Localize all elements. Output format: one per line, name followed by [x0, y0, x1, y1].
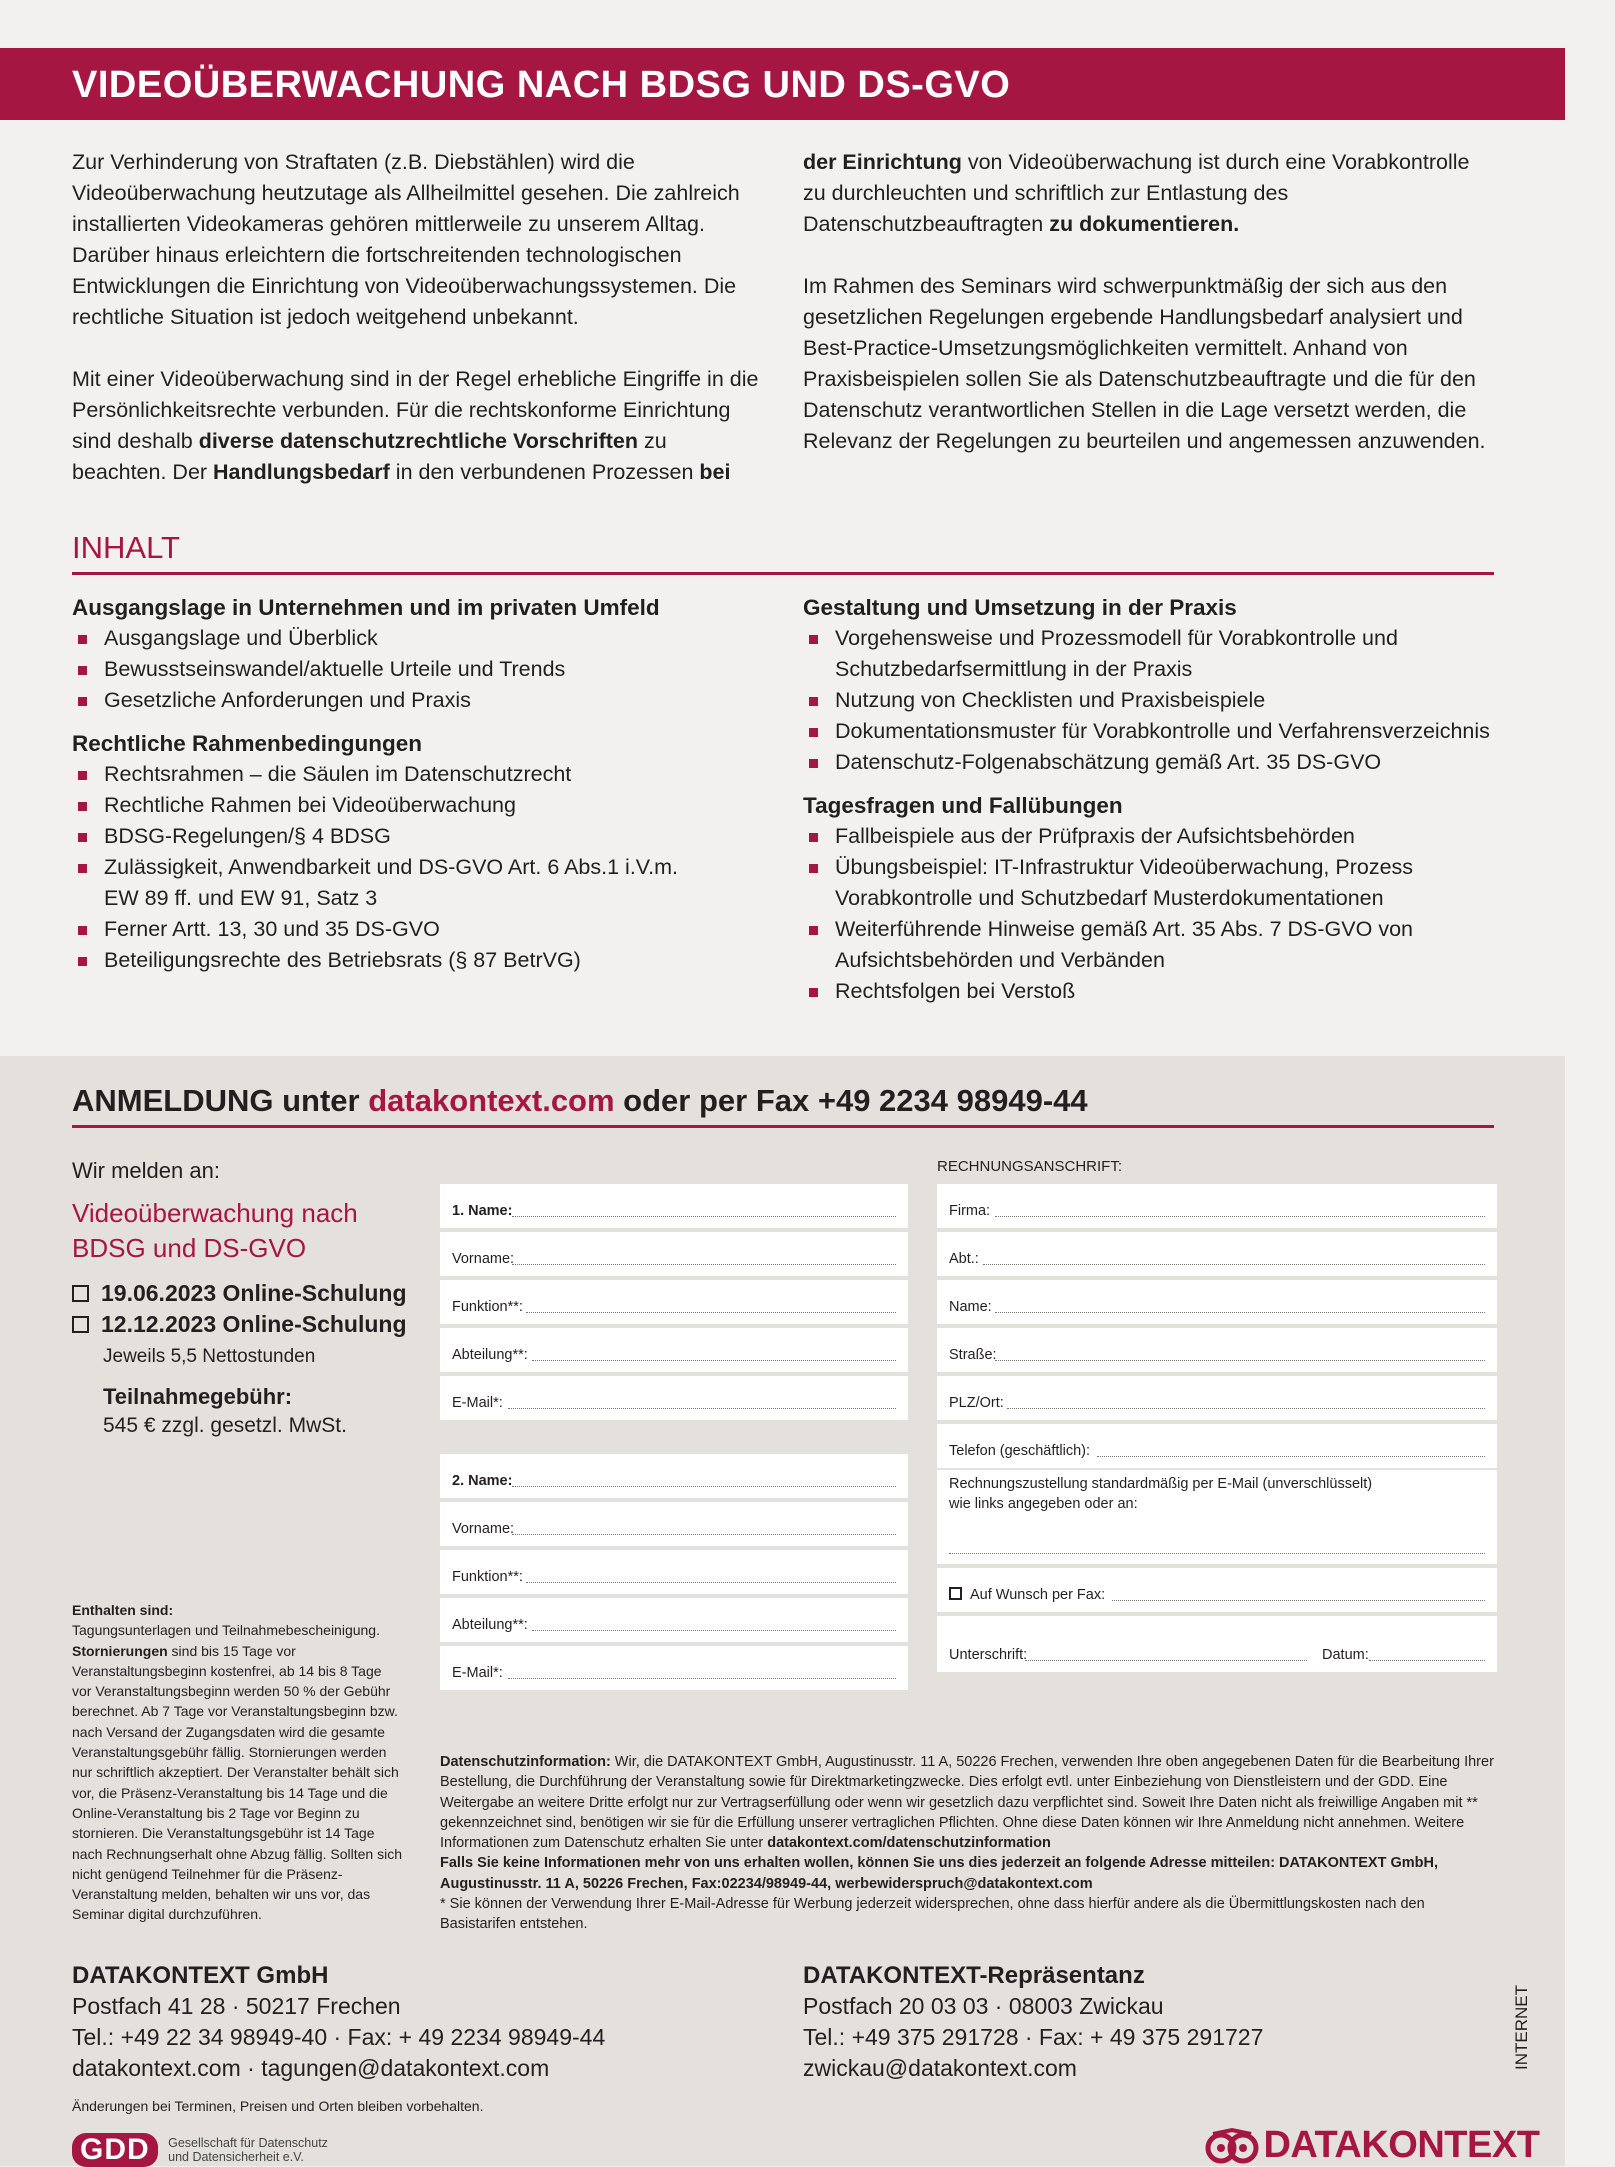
contact-zwickau: DATAKONTEXT-Repräsentanz Postfach 20 03 03 · 08003 Zwickau Tel.: +49 375 291728 · Fax: + 49 375 291727 zwickau@datakontext.com	[803, 1960, 1263, 2084]
list-item: Weiterführende Hinweise gemäß Art. 35 Abs. 7 DS-GVO von Aufsichtsbehörden und Verbänden	[803, 914, 1503, 976]
list-item: Vorgehensweise und Prozessmodell für Vorabkontrolle und Schutzbedarfsermittlung in der Praxis	[803, 623, 1503, 685]
gdd-logo: GDD Gesellschaft für Datenschutz und Datensicherheit e.V.	[72, 2133, 328, 2167]
registration-heading: ANMELDUNG unter datakontext.com oder per Fax +49 2234 98949-44	[72, 1083, 1088, 1118]
list-item: Datenschutz-Folgenabschätzung gemäß Art. 35 DS-GVO	[803, 747, 1503, 778]
email-field[interactable]: E-Mail*:	[440, 1376, 908, 1420]
inhalt-heading: INHALT	[72, 530, 180, 565]
intro-paragraph: Zur Verhinderung von Straftaten (z.B. Diebstählen) wird die Videoüberwachung heutzutage als Allheilmittel gesehen. Die zahlreich installierten Videokameras gehören mittlerweile zu unserem Alltag. Darüber hinaus erleichtern die fortschreitenden technologischen Entwicklungen die Einrichtung von Videoüberwachungssystemen. Die rechtliche Situation ist jedoch weitgehend unbekannt.	[72, 150, 740, 329]
seminar-title: Videoüberwachung nach BDSG und DS-GVO	[72, 1198, 358, 1263]
fee-label: Teilnahmegebühr:	[103, 1384, 293, 1409]
checkbox[interactable]	[72, 1285, 89, 1302]
fax-option[interactable]: Auf Wunsch per Fax:	[949, 1587, 1105, 1603]
side-label: INTERNET	[1512, 1985, 1531, 2070]
list-item: Zulässigkeit, Anwendbarkeit und DS-GVO Art. 6 Abs.1 i.V.m. EW 89 ff. und EW 91, Satz 3	[72, 852, 712, 914]
abt-field[interactable]: Abt.:	[937, 1232, 1497, 1276]
privacy-link[interactable]: datakontext.com/datenschutzinformation	[767, 1835, 1051, 1852]
abteilung-field[interactable]: Abteilung**:	[440, 1328, 908, 1372]
firma-field[interactable]: Firma:	[937, 1184, 1497, 1228]
date-option-1[interactable]: 19.06.2023 Online-Schulung	[72, 1278, 407, 1309]
group-title: Gestaltung und Umsetzung in der Praxis	[803, 595, 1237, 620]
list-item: Beteiligungsrechte des Betriebsrats (§ 87 BetrVG)	[72, 945, 712, 976]
date-option-2[interactable]: 12.12.2023 Online-Schulung	[72, 1309, 407, 1340]
enthalten-block: Enthalten sind: Tagungsunterlagen und Teilnahmebescheinigung. Stornierungen sind bis 15 Tage vor Veranstaltungsbeginn kostenfrei, ab 14 bis 8 Tage vor Veranstaltungsbeginn werden 50 % der Gebühr berechnet. Ab 7 Tage vor Veranstaltungsbeginn bzw. nach Versand der Zugangsdaten wird die gesamte Veranstaltungsgebühr fällig. Stornierungen werden nur schriftlich akzeptiert. Der Veranstalter behält sich vor, die Präsenz-Veranstaltung bis 14 Tage und die Online-Veranstaltung bis 2 Tage vor Beginn zu stornieren. Die Veranstaltungsgebühr ist 14 Tage nach Rechnungserhalt ohne Abzug fällig. Sollten sich nicht genügend Teilnehmer für die Präsenz-Veranstaltung melden, behalten wir uns vor, das Seminar digital durchzuführen.	[72, 1602, 402, 1923]
vorname-field[interactable]: Vorname:	[440, 1232, 908, 1276]
signature-field[interactable]: Unterschrift: Datum:	[937, 1616, 1497, 1672]
list-item: Rechtsrahmen – die Säulen im Datenschutzrecht	[72, 759, 712, 790]
divider	[72, 1125, 1494, 1128]
telefon-field[interactable]: Telefon (geschäftlich):	[937, 1424, 1497, 1468]
vorname-field[interactable]: Vorname:	[440, 1502, 908, 1546]
fee-value: 545 € zzgl. gesetzl. MwSt.	[103, 1414, 347, 1437]
list-item: Fallbeispiele aus der Prüfpraxis der Aufsichtsbehörden	[803, 821, 1503, 852]
plz-ort-field[interactable]: PLZ/Ort:	[937, 1376, 1497, 1420]
list-item: Nutzung von Checklisten und Praxisbeispiele	[803, 685, 1503, 716]
fax-option-field[interactable]	[937, 1568, 1497, 1612]
list-item: Gesetzliche Anforderungen und Praxis	[72, 685, 772, 716]
inhalt-column-left	[72, 592, 772, 988]
strasse-field[interactable]: Straße:	[937, 1328, 1497, 1372]
intro-paragraph: Mit einer Videoüberwachung sind in der Regel erhebliche Eingriffe in die Persönlichkeitsrechte verbunden. Für die rechtskonforme Einrichtung sind deshalb diverse datenschutzrechtliche Vorschriften zu beachten. Der Handlungsbedarf in den verbundenen Prozessen bei	[72, 367, 759, 484]
funktion-field[interactable]: Funktion**:	[440, 1280, 908, 1324]
date-label: Datum:	[1322, 1647, 1369, 1663]
contact-links[interactable]: datakontext.com · tagungen@datakontext.com	[72, 2055, 550, 2081]
registration-link[interactable]: datakontext.com	[368, 1083, 615, 1118]
group-title: Rechtliche Rahmenbedingungen	[72, 731, 423, 756]
content-group	[803, 592, 1503, 778]
intro-paragraph: Im Rahmen des Seminars wird schwerpunktmäßig der sich aus den gesetzlichen Regelungen ergebende Handlungsbedarf analysiert und Best-Practice-Umsetzungsmöglichkeiten vermittelt. Anhand von Praxisbeispielen sollen Sie als Datenschutzbeauftragte und die für den Datenschutz verantwortlichen Stellen in die Lage versetzt werden, die Relevanz der Regelungen zu beurteilen und angemessen anzuwenden.	[803, 274, 1486, 453]
group-title: Ausgangslage in Unternehmen und im privaten Umfeld	[72, 595, 660, 620]
content-group	[803, 790, 1503, 1007]
list-item: Dokumentationsmuster für Vorabkontrolle und Verfahrensverzeichnis	[803, 716, 1503, 747]
list-item: Ferner Artt. 13, 30 und 35 DS-GVO	[72, 914, 712, 945]
email-field[interactable]: E-Mail*:	[440, 1646, 908, 1690]
content-group	[72, 728, 772, 976]
intro-column-left	[72, 147, 762, 519]
page-title: VIDEOÜBERWACHUNG NACH BDSG UND DS-GVO	[72, 64, 1011, 106]
billing-heading: RECHNUNGSANSCHRIFT:	[937, 1158, 1123, 1175]
contact-frechen: DATAKONTEXT GmbH Postfach 41 28 · 50217 Frechen Tel.: +49 22 34 98949-40 · Fax: + 49 2234 98949-44 datakontext.com · tagungen@datakontext.com	[72, 1960, 605, 2084]
date-options	[72, 1278, 407, 1340]
billing-note-field[interactable]	[937, 1470, 1497, 1564]
owl-icon	[1205, 2126, 1259, 2166]
content-group	[72, 592, 772, 716]
divider	[72, 572, 1494, 575]
inhalt-column-right	[803, 592, 1503, 1019]
changes-note: Änderungen bei Terminen, Preisen und Orten bleiben vorbehalten.	[72, 2098, 484, 2114]
checkbox[interactable]	[949, 1587, 962, 1600]
list-item: Rechtsfolgen bei Verstoß	[803, 976, 1503, 1007]
list-item: Ausgangslage und Überblick	[72, 623, 772, 654]
intro-paragraph: der Einrichtung von Videoüberwachung ist durch eine Vorabkontrolle zu durchleuchten und schriftlich zur Entlastung des Datenschutzbeauftragten zu dokumentieren.	[803, 150, 1470, 236]
privacy-info: Datenschutzinformation: Wir, die DATAKONTEXT GmbH, Augustinusstr. 11 A, 50226 Frechen, verwenden Ihre oben angegebenen Daten für die Bearbeitung Ihrer Bestellung, die Durchführung der Veranstaltung sowie für Direktmarketingzwecke. Dies erfolgt evtl. unter Einbeziehung von Dienstleistern und der GDD. Eine Weitergabe an weitere Dritte erfolgt nur zur Vertragserfüllung oder wenn wir gesetzlich dazu verpflichtet sind. Soweit Ihre Daten nicht als freiwillige Angaben mit ** gekennzeichnet sind, benötigen wir sie für die Erfüllung unserer vertraglichen Pflichten. Ohne diese Daten können wir Ihre Anmeldung nicht annehmen. Weitere Informationen zum Datenschutz erhalten Sie unter datakontext.com/datenschutzinformation Falls Sie keine Informationen mehr von uns erhalten wollen, können Sie uns dies jederzeit an folgende Adresse mitteilen: DATAKONTEXT GmbH, Augustinusstr. 11 A, 50226 Frechen, Fax:02234/98949-44, werbewiderspruch@datakontext.com * Sie können der Verwendung Ihrer E-Mail-Adresse für Werbung jederzeit widersprechen, ohne dass hierfür andere als die Übermittlungskosten nach den Basistarifen entstehen.	[440, 1754, 1494, 1933]
group-title: Tagesfragen und Fallübungen	[803, 793, 1123, 818]
list-item: Bewusstseinswandel/aktuelle Urteile und Trends	[72, 654, 772, 685]
contact-email[interactable]: zwickau@datakontext.com	[803, 2055, 1077, 2081]
list-item: BDSG-Regelungen/§ 4 BDSG	[72, 821, 712, 852]
list-item: Rechtliche Rahmen bei Videoüberwachung	[72, 790, 712, 821]
abteilung-field[interactable]: Abteilung**:	[440, 1598, 908, 1642]
billing-note: Rechnungszustellung standardmäßig per E-Mail (unverschlüsselt) wie links angegeben oder an:	[949, 1476, 1373, 1512]
list-item: Übungsbeispiel: IT-Infrastruktur Videoüberwachung, Prozess Vorabkontrolle und Schutzbedarf Musterdokumentationen	[803, 852, 1503, 914]
checkbox[interactable]	[72, 1316, 89, 1333]
datakontext-logo: DATAKONTEXT	[1205, 2124, 1539, 2167]
hours-note: Jeweils 5,5 Nettostunden	[103, 1346, 316, 1367]
wir-melden-label: Wir melden an:	[72, 1158, 220, 1183]
name-field[interactable]: Name:	[937, 1280, 1497, 1324]
name-field[interactable]: 2. Name:	[440, 1454, 908, 1498]
intro-column-right	[803, 147, 1493, 488]
funktion-field[interactable]: Funktion**:	[440, 1550, 908, 1594]
name-field[interactable]: 1. Name:	[440, 1184, 908, 1228]
